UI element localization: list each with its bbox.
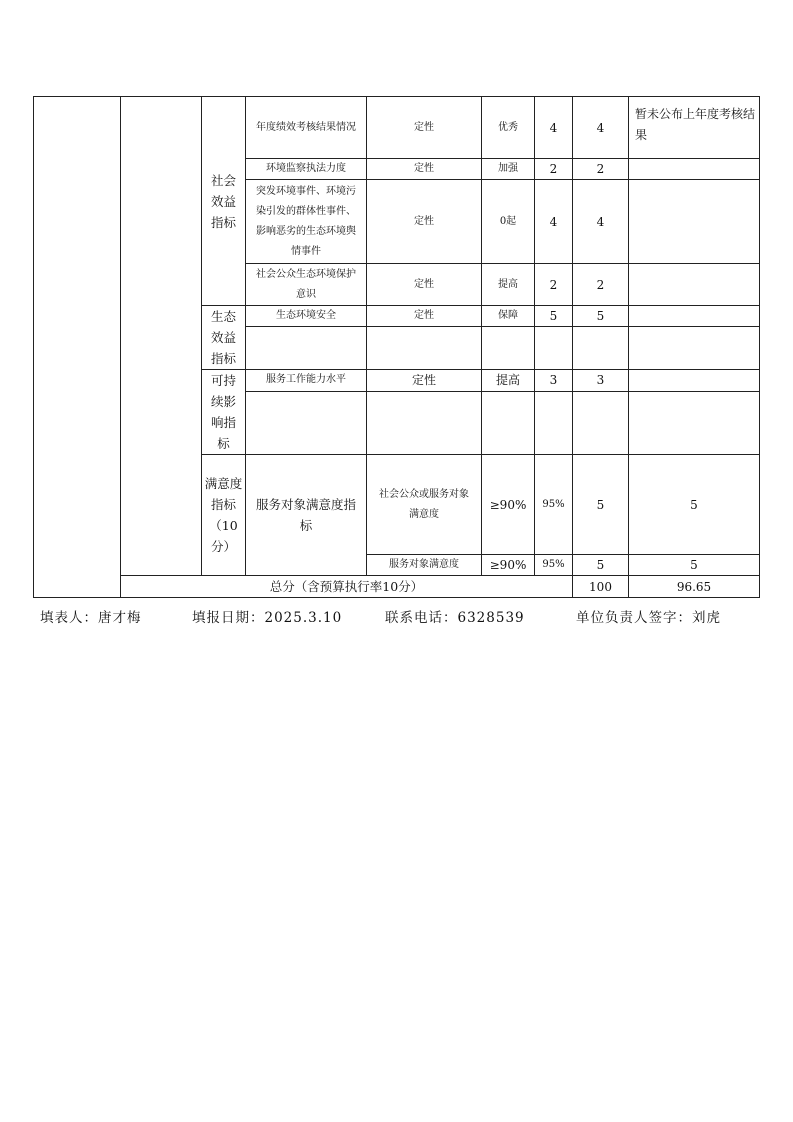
category-satisfaction-l1: [202, 455, 246, 576]
indicator-public-satisfaction: 社会公众或服务对象满意度: [367, 455, 482, 555]
filler-label: 填表人：唐才梅: [40, 610, 142, 626]
score-cell: 2: [573, 264, 629, 306]
score-cell: 2: [573, 159, 629, 180]
performance-table-container: [33, 96, 759, 598]
target-cell: 提高: [482, 264, 535, 306]
target-cell: 95%: [535, 555, 573, 576]
target-cell: 保障: [482, 306, 535, 327]
nature-cell: 定性: [367, 370, 482, 392]
remark-cell: [629, 264, 760, 306]
target-cell: 95%: [535, 455, 573, 555]
score-cell: 4: [573, 180, 629, 264]
phone-label: 联系电话：6328539: [385, 610, 525, 626]
remark-cell: [629, 306, 760, 327]
indicator-eco-safety: 生态环境安全: [246, 306, 367, 327]
empty-cell: [629, 327, 760, 370]
score-cell: 5: [629, 555, 760, 576]
category-satisfaction-l1-line2: （10分）: [209, 518, 238, 554]
target-cell: 优秀: [482, 97, 535, 159]
category-ecological: 生态效益指标: [202, 306, 246, 370]
total-score: 96.65: [629, 576, 760, 598]
form-footer: [40, 606, 740, 628]
empty-cell: [367, 327, 482, 370]
indicator-enforcement: 环境监察执法力度: [246, 159, 367, 180]
nature-cell: 定性: [367, 264, 482, 306]
weight-cell: 5: [535, 306, 573, 327]
target-cell: 加强: [482, 159, 535, 180]
score-cell: 5: [629, 455, 760, 555]
weight-cell: 2: [535, 264, 573, 306]
remark-cell: 暂未公布上年度考核结果: [629, 97, 760, 159]
empty-cell: [535, 391, 573, 454]
weight-cell: 4: [535, 180, 573, 264]
weight-cell: 5: [573, 455, 629, 555]
weight-cell: 3: [535, 370, 573, 392]
level2-blank-cell: [121, 97, 202, 576]
score-cell: 4: [573, 97, 629, 159]
nature-cell: 定性: [367, 97, 482, 159]
fill-date-label: 填报日期：2025.3.10: [192, 610, 343, 626]
level1-blank-cell: [34, 97, 121, 598]
weight-cell: 5: [573, 555, 629, 576]
nature-cell: ≥90%: [482, 555, 535, 576]
empty-cell: [367, 391, 482, 454]
empty-cell: [246, 391, 367, 454]
empty-cell: [629, 391, 760, 454]
indicator-service-satisfaction: 服务对象满意度: [367, 555, 482, 576]
performance-table: [33, 96, 760, 598]
remark-cell: [629, 370, 760, 392]
total-label: 总分（含预算执行率10分）: [121, 576, 573, 598]
indicator-incidents: 突发环境事件、环境污染引发的群体性事件、影响恶劣的生态环境舆情事件: [246, 180, 367, 264]
score-cell: 5: [573, 306, 629, 327]
score-cell: 3: [573, 370, 629, 392]
total-row: [34, 576, 760, 598]
empty-cell: [535, 327, 573, 370]
signer-label: 单位负责人签字：刘虎: [576, 610, 721, 626]
total-weight: 100: [573, 576, 629, 598]
table-row: [34, 97, 760, 159]
empty-cell: [482, 391, 535, 454]
empty-cell: [573, 391, 629, 454]
empty-cell: [246, 327, 367, 370]
category-social: 社会效益指标: [202, 97, 246, 306]
category-satisfaction-l2: 服务对象满意度指标: [246, 455, 367, 576]
weight-cell: 2: [535, 159, 573, 180]
category-sustainable: 可持续影响指标: [202, 370, 246, 455]
nature-cell: 定性: [367, 159, 482, 180]
indicator-awareness: 社会公众生态环境保护意识: [246, 264, 367, 306]
weight-cell: 4: [535, 97, 573, 159]
nature-cell: 定性: [367, 180, 482, 264]
indicator-annual-assessment: 年度绩效考核结果情况: [246, 97, 367, 159]
remark-cell: [629, 159, 760, 180]
target-cell: 提高: [482, 370, 535, 392]
nature-cell: 定性: [367, 306, 482, 327]
category-satisfaction-l1-line1: 满意度指标: [204, 476, 243, 512]
empty-cell: [573, 327, 629, 370]
target-cell: 0起: [482, 180, 535, 264]
remark-cell: [629, 180, 760, 264]
nature-cell: ≥90%: [482, 455, 535, 555]
empty-cell: [482, 327, 535, 370]
indicator-service-capacity: 服务工作能力水平: [246, 370, 367, 392]
